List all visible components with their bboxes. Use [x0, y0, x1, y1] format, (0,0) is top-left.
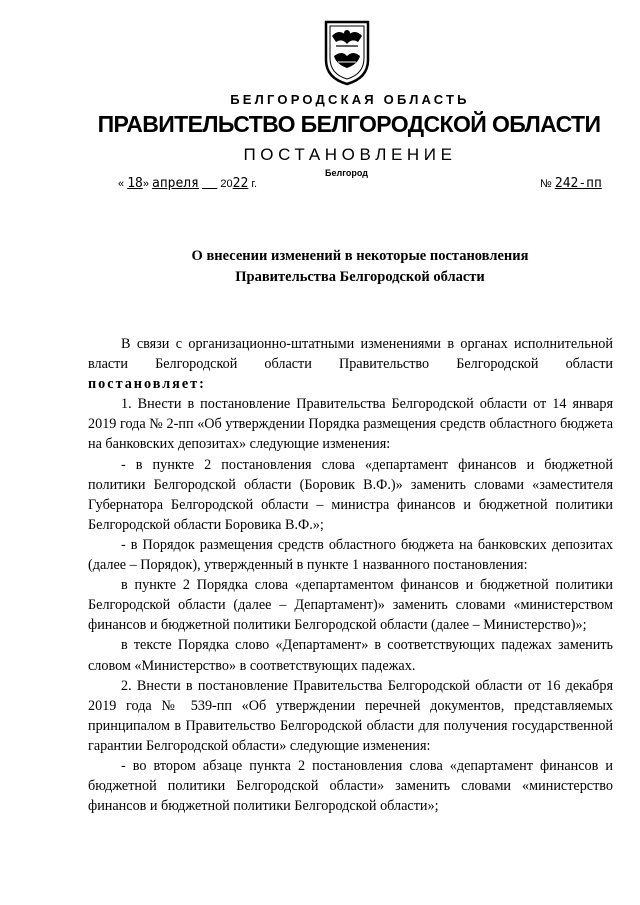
- date-month: апреля: [152, 176, 199, 191]
- date-close-quote: »: [142, 178, 149, 190]
- paragraph-item-1: 1. Внести в постановление Правительства Белгородской области от 14 января 2019 года № 2-пп «Об утверждении Порядка размещения средств областного бюджета на банковских депозитах» следующие изменения:: [88, 396, 613, 453]
- document-number: [540, 176, 602, 191]
- paragraph-item-1-a: - в пункте 2 постановления слова «департамент финансов и бюджетной политики Белгородской области (Боровик В.Ф.)» заменить словами «заместителя Губернатора Белгородской области – министра финансов и бюджетной политики Белгородской области Боровика В.Ф.»;: [88, 456, 613, 533]
- region-name: БЕЛГОРОДСКАЯ ОБЛАСТЬ: [230, 92, 470, 107]
- document-subject: [100, 246, 620, 288]
- date-year-prefix: 20: [220, 178, 233, 190]
- document-type: ПОСТАНОВЛЕНИЕ: [243, 145, 457, 164]
- paragraph-item-2: 2. Внести в постановление Правительства Белгородской области от 16 декабря 2019 года № 539-пп «Об утверждении перечней документов, представляемых принципалом в Правительство Белгородской области для получения государственной гарантии Белгородской области» следующие изменения:: [88, 677, 613, 754]
- coat-of-arms-icon: [322, 20, 372, 86]
- paragraph-preamble: [88, 334, 613, 394]
- number-prefix: №: [540, 178, 552, 190]
- paragraph-item-1-b-1: в пункте 2 Порядка слова «департаментом финансов и бюджетной политики Белгородской области (далее – Департамент)» заменить словами «министерством финансов и бюджетной политики Белгородской области (далее – Министерство)»;: [88, 577, 613, 634]
- date-day: 18: [127, 176, 143, 191]
- paragraph-item-2-a: - во втором абзаце пункта 2 постановления слова «департамент финансов и бюджетной политики Белгородской области» заменить словами «министерство финансов и бюджетной политики Белгородской области»;: [88, 757, 613, 815]
- date-open-quote: «: [118, 178, 125, 190]
- subject-line-2: Правительства Белгородской области: [235, 269, 485, 285]
- paragraph-item-1-b-2: в тексте Порядка слово «Департамент» в соответствующих падежах заменить словом «Министерство» в соответствующих падежах.: [88, 637, 613, 674]
- subject-line-1: О внесении изменений в некоторые постановления: [191, 248, 529, 264]
- document-body: [88, 334, 613, 816]
- date-year-suffix: 22: [232, 176, 249, 191]
- paragraph-item-1-b: - в Порядок размещения средств областного бюджета на банковских депозитах (далее – Порядок), утвержденный в пункте 1 названного постановления:: [88, 536, 613, 574]
- date-year-abbr: г.: [251, 178, 258, 190]
- document-date: [118, 176, 257, 191]
- number-value: 242-пп: [554, 176, 602, 191]
- preamble-decree-word: постановляет:: [88, 376, 206, 393]
- preamble-text: В связи с организационно-штатными изменениями в органах исполнительной власти Белгородской области Правительство Белгородской области: [88, 336, 613, 373]
- city-name: Белгород: [325, 168, 368, 178]
- government-name: ПРАВИТЕЛЬСТВО БЕЛГОРОДСКОЙ ОБЛАСТИ: [97, 111, 601, 137]
